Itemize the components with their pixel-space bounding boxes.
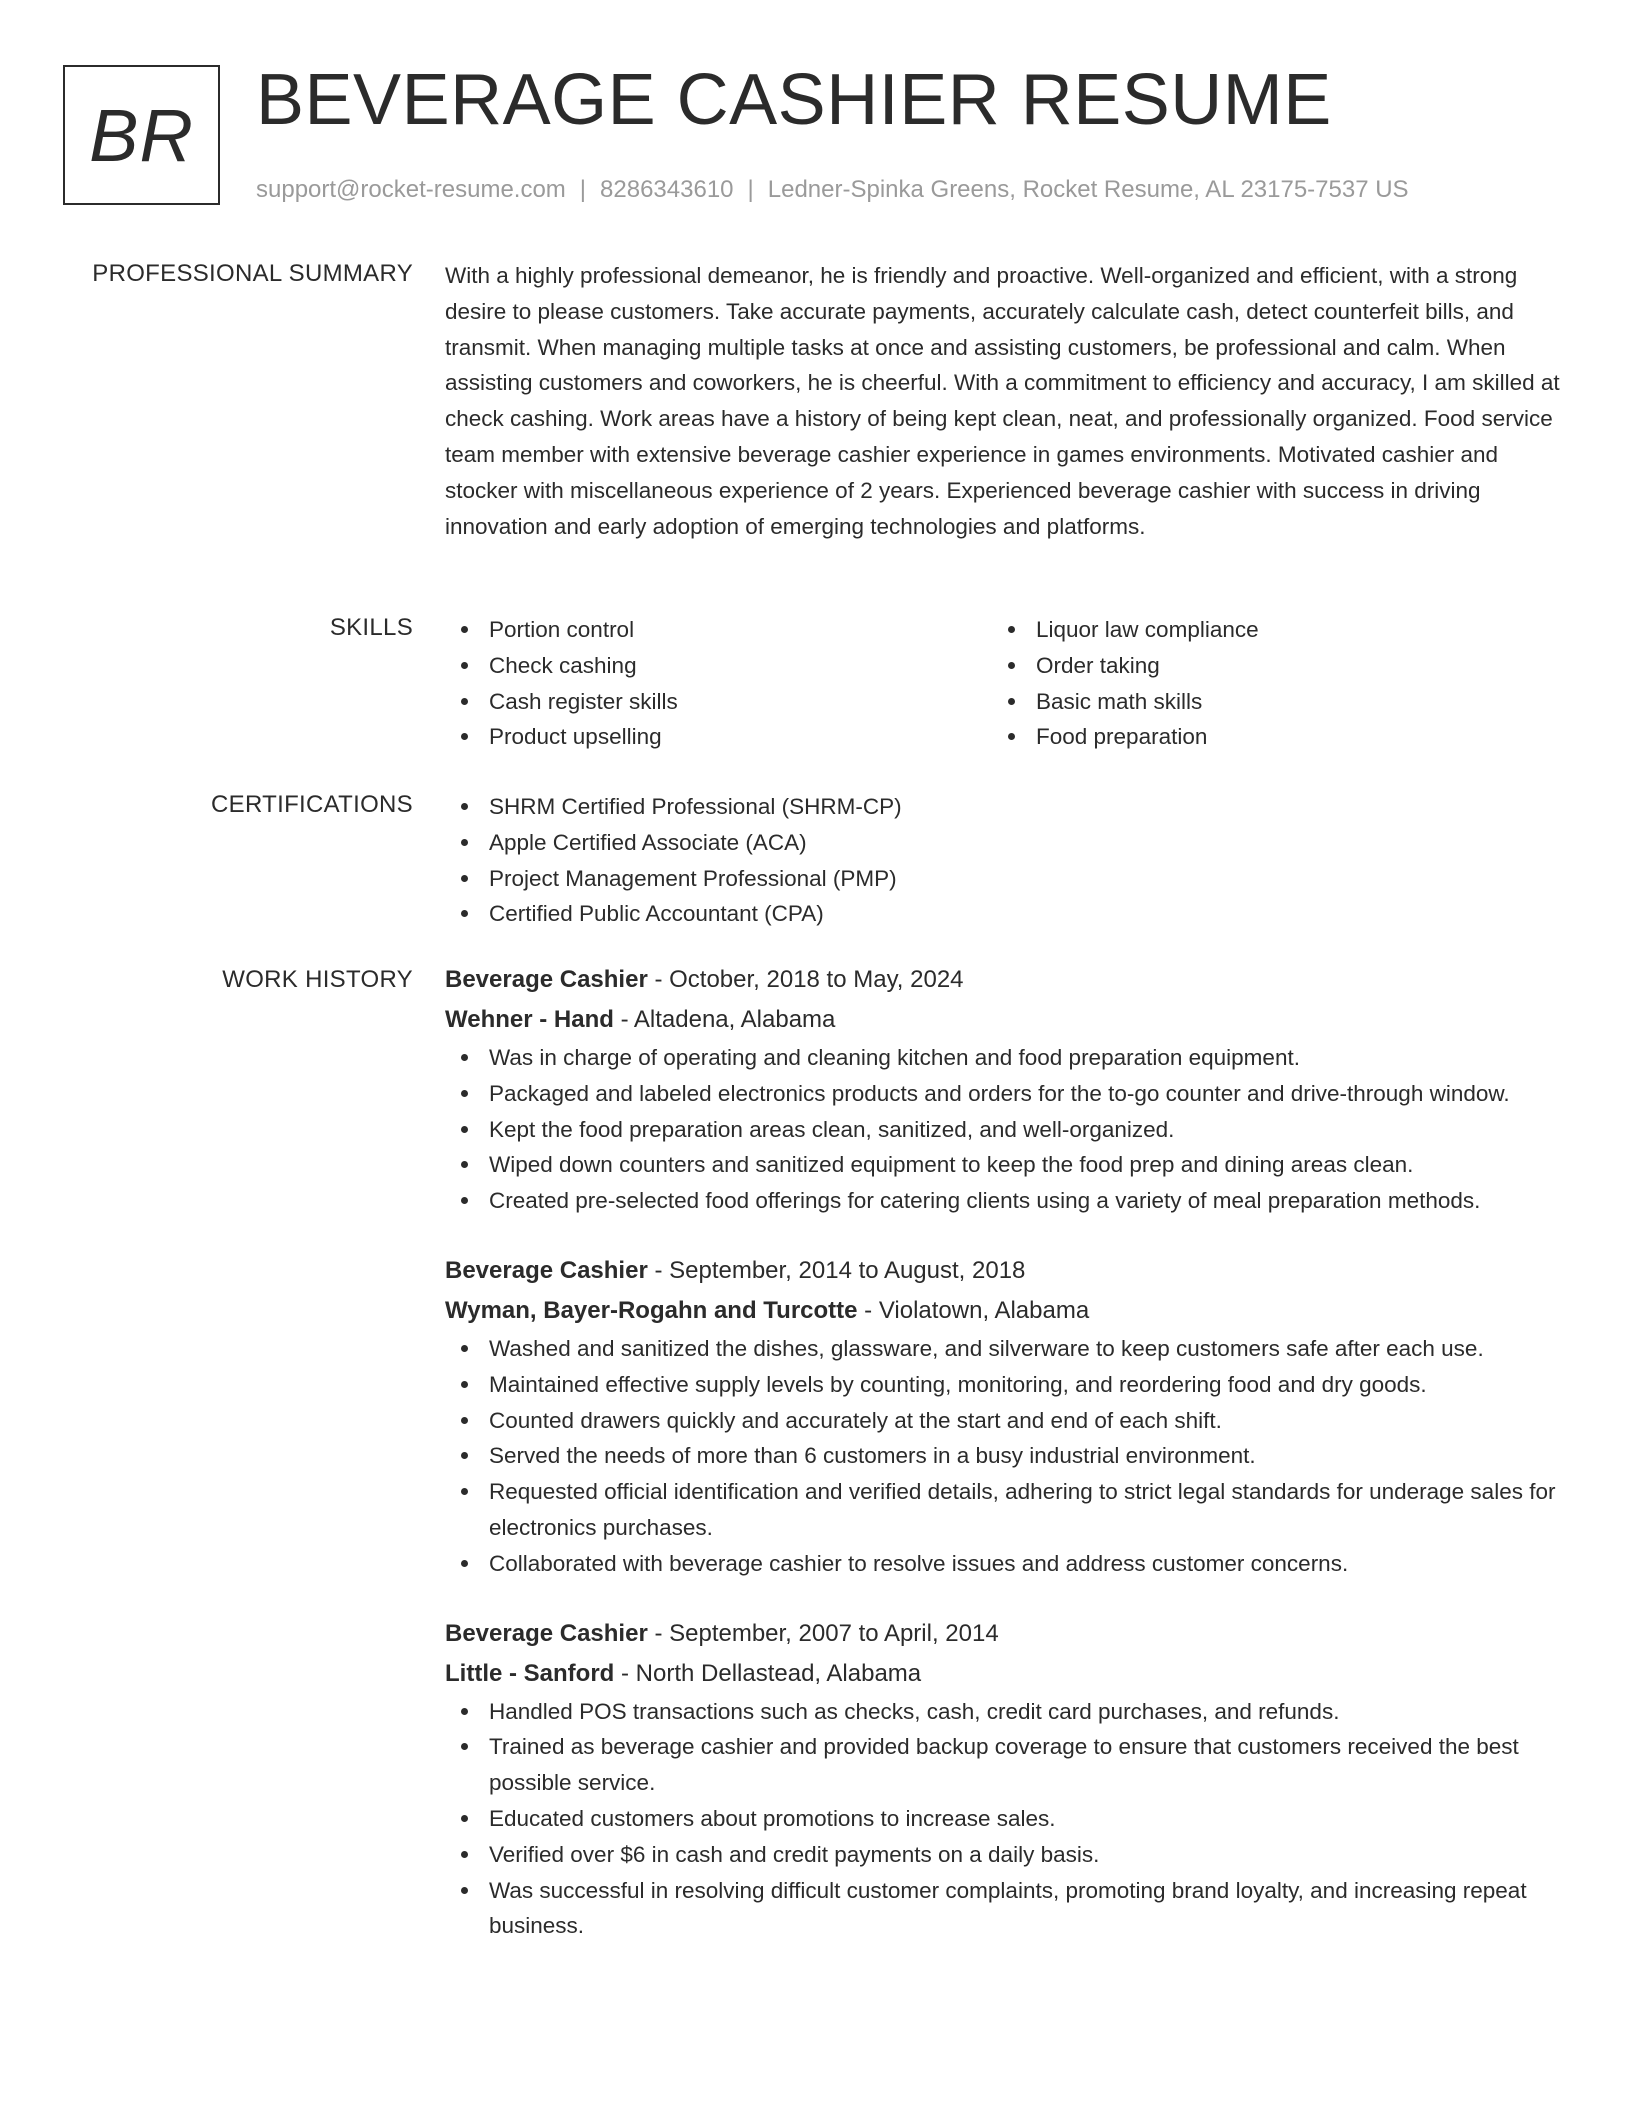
job-company-line (445, 1000, 1563, 1040)
skill-item: Basic math skills (992, 684, 1539, 720)
skill-item: Cash register skills (445, 684, 992, 720)
job-duty: Packaged and labeled electronics products and orders for the to-go counter and drive-through window. (445, 1076, 1563, 1112)
job-title-line (445, 1251, 1563, 1291)
skill-item: Food preparation (992, 719, 1539, 755)
summary-text: With a highly professional demeanor, he is friendly and proactive. Well-organized and efficient, with a strong desire to please customers. Take accurate payments, accurately calculate cash, detect counterfeit bills, and transmit. When managing multiple tasks at once and assisting customers, be professional and calm. When assisting customers and coworkers, he is cheerful. With a commitment to efficiency and accuracy, I am skilled at check cashing. Work areas have a history of being kept clean, neat, and professionally organized. Food service team member with extensive beverage cashier experience in games environments. Motivated cashier and stocker with miscellaneous experience of 2 years. Experienced beverage cashier with success in driving innovation and early adoption of emerging technologies and platforms. (445, 263, 1560, 539)
skill-item: Check cashing (445, 648, 992, 684)
skills-list-left (445, 612, 992, 755)
job-location: - Altadena, Alabama (613, 1006, 836, 1033)
job-duty: Educated customers about promotions to increase sales. (445, 1801, 1563, 1837)
contact-separator: | (579, 176, 587, 203)
job-duty: Collaborated with beverage cashier to resolve issues and address customer concerns. (445, 1546, 1563, 1582)
job-duty: Requested official identification and verified details, adhering to strict legal standards for underage sales for electronics purchases. (445, 1474, 1563, 1546)
certification-item: Apple Certified Associate (ACA) (445, 825, 1563, 861)
job-entry (445, 1251, 1563, 1582)
job-title-line (445, 960, 1563, 1000)
resume-title: BEVERAGE CASHIER RESUME (256, 60, 1332, 140)
job-duty: Was successful in resolving difficult customer complaints, promoting brand loyalty, and increasing repeat business. (445, 1873, 1563, 1945)
job-title: Beverage Cashier (445, 966, 648, 993)
job-title: Beverage Cashier (445, 1256, 648, 1284)
job-duty: Trained as beverage cashier and provided backup coverage to ensure that customers received the best possible service. (445, 1729, 1563, 1801)
job-duties-list (445, 1331, 1563, 1582)
skill-item: Portion control (445, 612, 992, 648)
job-dates: - September, 2014 to August, 2018 (647, 1256, 1026, 1284)
contact-address: Ledner-Spinka Greens, Rocket Resume, AL 23175-7537 US (767, 176, 1409, 203)
job-location: - Violatown, Alabama (857, 1296, 1090, 1324)
job-company-line (445, 1291, 1563, 1331)
job-duty: Washed and sanitized the dishes, glassware, and silverware to keep customers safe after each use. (445, 1331, 1563, 1367)
job-company-line (445, 1654, 1563, 1694)
job-location: - North Dellastead, Alabama (614, 1659, 922, 1687)
job-title-line (445, 1614, 1563, 1654)
job-company: Little - Sanford (445, 1659, 615, 1687)
job-dates: - October, 2018 to May, 2024 (647, 966, 964, 993)
certification-item: SHRM Certified Professional (SHRM-CP) (445, 789, 1563, 825)
certification-item: Project Management Professional (PMP) (445, 861, 1563, 897)
job-duty: Was in charge of operating and cleaning kitchen and food preparation equipment. (445, 1040, 1563, 1076)
summary-body (445, 258, 1563, 544)
job-duty: Created pre-selected food offerings for catering clients using a variety of meal preparation methods. (445, 1183, 1563, 1219)
job-entry (445, 960, 1563, 1219)
job-title: Beverage Cashier (445, 1619, 648, 1647)
monogram-initials: BR (89, 93, 194, 177)
job-duties-list (445, 1040, 1563, 1219)
work-history-body (445, 960, 1563, 1976)
certifications-heading: CERTIFICATIONS (211, 791, 413, 818)
summary-heading: PROFESSIONAL SUMMARY (92, 260, 413, 287)
skills-heading: SKILLS (329, 614, 413, 641)
certification-item: Certified Public Accountant (CPA) (445, 896, 1563, 932)
job-duty: Served the needs of more than 6 customers in a busy industrial environment. (445, 1438, 1563, 1474)
certifications-body (445, 789, 1563, 932)
contact-separator: | (747, 176, 754, 203)
job-duty: Maintained effective supply levels by counting, monitoring, and reordering food and dry goods. (445, 1367, 1563, 1403)
job-company: Wehner - Hand (445, 1006, 614, 1033)
job-company: Wyman, Bayer-Rogahn and Turcotte (445, 1296, 858, 1324)
skills-body (445, 612, 1563, 755)
skills-list-right (992, 612, 1539, 755)
job-duty: Kept the food preparation areas clean, sanitized, and well-organized. (445, 1112, 1563, 1148)
monogram-badge (63, 65, 220, 205)
certifications-list (445, 789, 1563, 932)
skill-item: Liquor law compliance (992, 612, 1539, 648)
skill-item: Product upselling (445, 719, 992, 755)
job-duty: Wiped down counters and sanitized equipment to keep the food prep and dining areas clean. (445, 1147, 1563, 1183)
contact-email[interactable]: support@rocket-resume.com (256, 176, 566, 203)
work-history-heading: WORK HISTORY (222, 966, 413, 993)
job-duty: Verified over $6 in cash and credit payments on a daily basis. (445, 1837, 1563, 1873)
contact-line (256, 174, 1409, 206)
job-duty: Counted drawers quickly and accurately at the start and end of each shift. (445, 1403, 1563, 1439)
job-duty: Handled POS transactions such as checks, cash, credit card purchases, and refunds. (445, 1694, 1563, 1730)
job-dates: - September, 2007 to April, 2014 (647, 1619, 999, 1647)
contact-phone[interactable]: 8286343610 (600, 176, 734, 203)
skill-item: Order taking (992, 648, 1539, 684)
job-entry (445, 1614, 1563, 1945)
job-duties-list (445, 1694, 1563, 1945)
